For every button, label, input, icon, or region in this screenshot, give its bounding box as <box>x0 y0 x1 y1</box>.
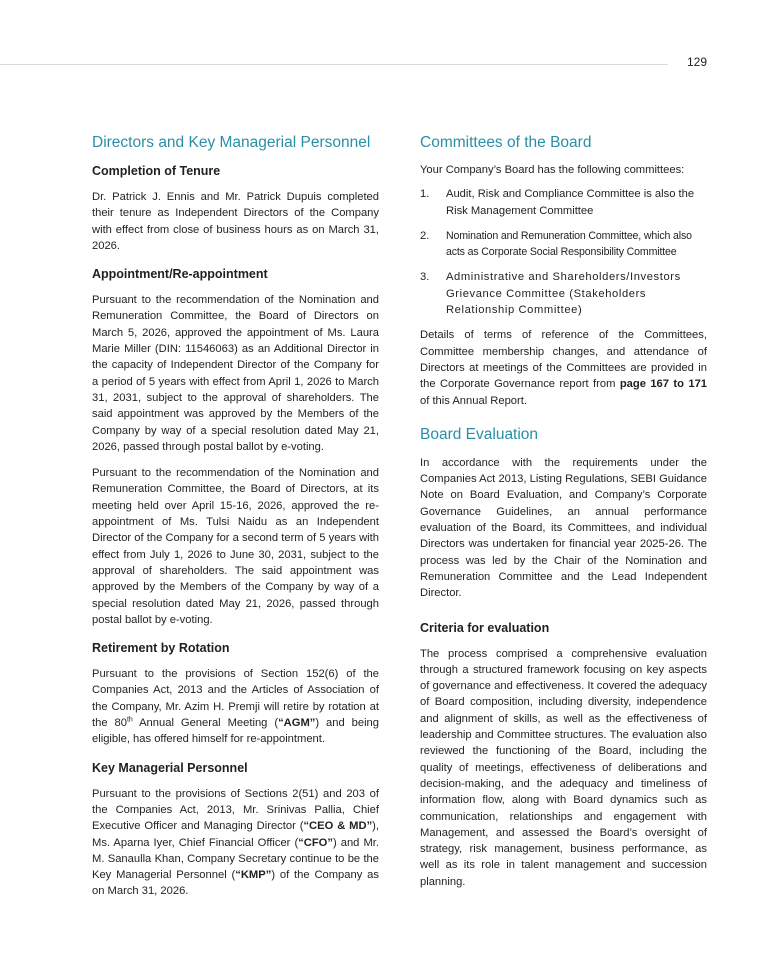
subheading-appointment: Appointment/Re-appointment <box>92 267 268 282</box>
list-item <box>420 269 707 318</box>
retirement-text <box>92 666 379 747</box>
retirement-text-part-a: Pursuant to the provisions of Section 152(6) of the Companies Act, 2013 and the Articles of Association of the Company, Mr. Azim H. Premji will retire by rotation at the 80 <box>92 668 379 730</box>
retirement-ordinal-suffix: th <box>126 716 133 724</box>
retirement-text-part-c: ) and being eligible, has offered himself for re-appointment. <box>92 717 379 746</box>
list-item-text: Nomination and Remuneration Committee, which also acts as Corporate Social Responsibility Committee <box>446 229 692 259</box>
subheading-completion-of-tenure: Completion of Tenure <box>92 164 221 178</box>
list-item-text: Administrative and Shareholders/Investors Grievance Committee (Stakeholders Relationship Committee) <box>446 271 681 317</box>
section-heading-committees: Committees of the Board <box>420 134 592 151</box>
kmp-abbreviation: “KMP” <box>235 869 272 882</box>
kmp-text-part-a: Pursuant to the provisions of Sections 2(51) and 203 of the Companies Act, 2013, Mr. Srinivas Pallia, Chief Executive Officer and Managing Director ( <box>92 787 379 833</box>
list-item <box>420 186 707 219</box>
page-number: 129 <box>686 55 707 69</box>
subheading-retirement-by-rotation: Retirement by Rotation <box>92 641 230 656</box>
left-column <box>92 133 379 900</box>
board-evaluation-text: In accordance with the requirements under the Companies Act 2013, Listing Regulations, SEBI Guidance Note on Board Evaluation, and Company’s Corporate Governance Guidelines, an annual performance evaluation of the Board, its Committees, and individual Directors was undertaken for financial year 2025-26. The process was led by the Chair of the Nomination and Remuneration Committee and the Lead Independent Director. <box>420 456 707 600</box>
appointment-paragraph-2: Pursuant to the recommendation of the Nomination and Remuneration Committee, the Board of Directors, at its meeting held over April 15-16, 2026, approved the re-appointment of Ms. Tulsi Naidu as an Independent Director of the Company for a second term of 5 years with effect from July 1, 2026 to June 30, 2031, subject to the approval of shareholders. The said appointment was approved by the Members of the Company by way of a special resolution dated May 21, 2026, passed through postal ballot by e-voting. <box>92 467 379 626</box>
retirement-text-part-b: Annual General Meeting ( <box>132 717 279 730</box>
committees-details-part-b: of this Annual Report. <box>420 394 527 407</box>
subheading-key-managerial-personnel: Key Managerial Personnel <box>92 760 248 775</box>
committees-list <box>420 186 707 318</box>
appointment-paragraph-1: Pursuant to the recommendation of the Nomination and Remuneration Committee, the Board of Directors on March 5, 2026, approved the appointment of Ms. Laura Marie Miller (DIN: 11546063) as an Additional Director in the capacity of Independent Director of the Company for a period of 5 years with effect from April 1, 2026 to March 31, 2031, subject to the approval of shareholders. The said appointment was approved by the Members of the Company by way of a special resolution dated May 21, 2026, passed through postal ballot by e-voting. <box>92 294 379 453</box>
committees-intro: Your Company’s Board has the following committees: <box>420 164 685 176</box>
cfo-abbreviation: “CFO” <box>298 836 333 849</box>
list-item-number: 3. <box>420 271 430 284</box>
agm-abbreviation: “AGM” <box>278 717 316 730</box>
completion-of-tenure-text: Dr. Patrick J. Ennis and Mr. Patrick Dupuis completed their tenure as Independent Directors of the Company with effect from close of business hours as on March 31, 2026. <box>92 191 379 252</box>
right-column <box>420 133 707 890</box>
list-item <box>420 228 707 261</box>
list-item-number: 1. <box>420 188 430 201</box>
kmp-text-part-b: ), Ms. Aparna Iyer, Chief Financial Officer ( <box>92 820 380 849</box>
kmp-text-part-c: ) and Mr. M. Sanaulla Khan, Company Secretary continue to be the Key Managerial Personnel ( <box>92 836 379 882</box>
kmp-text-part-d: ) of the Company as on March 31, 2026. <box>92 869 379 898</box>
criteria-text: The process comprised a comprehensive evaluation through a structured framework focusing on key aspects of governance and effectiveness. It covered the adequacy of Board composition, including diversity, independence and alignment of skills, as well as the effectiveness of leadership and Committee structures. The evaluation also reviewed the functioning of the Board, including the quality of meetings, effectiveness of deliberations and decision-making, and the adequacy and timeliness of information flow, along with Board dynamics such as communication, relationships and engagement with Management, and assessed the Board’s oversight of strategy, risk management, business performance, as well as its role in talent management and succession planning. <box>420 647 707 888</box>
section-heading-directors-kmp: Directors and Key Managerial Personnel <box>92 134 371 151</box>
subheading-criteria-for-evaluation: Criteria for evaluation <box>420 620 550 635</box>
page-reference: page 167 to 171 <box>619 378 708 391</box>
ceo-md-abbreviation: “CEO & MD” <box>303 820 373 833</box>
list-item-text: Audit, Risk and Compliance Committee is also the Risk Management Committee <box>446 188 695 217</box>
header-divider <box>0 64 668 65</box>
committees-details-text <box>420 327 707 408</box>
committees-details-part-a: Details of terms of reference of the Committees, Committee membership changes, and attendance of Directors at meetings of the Committees are provided in the Corporate Governance report from <box>420 329 707 391</box>
list-item-number: 2. <box>420 229 430 242</box>
kmp-text <box>92 786 379 900</box>
section-heading-board-evaluation: Board Evaluation <box>420 425 539 443</box>
